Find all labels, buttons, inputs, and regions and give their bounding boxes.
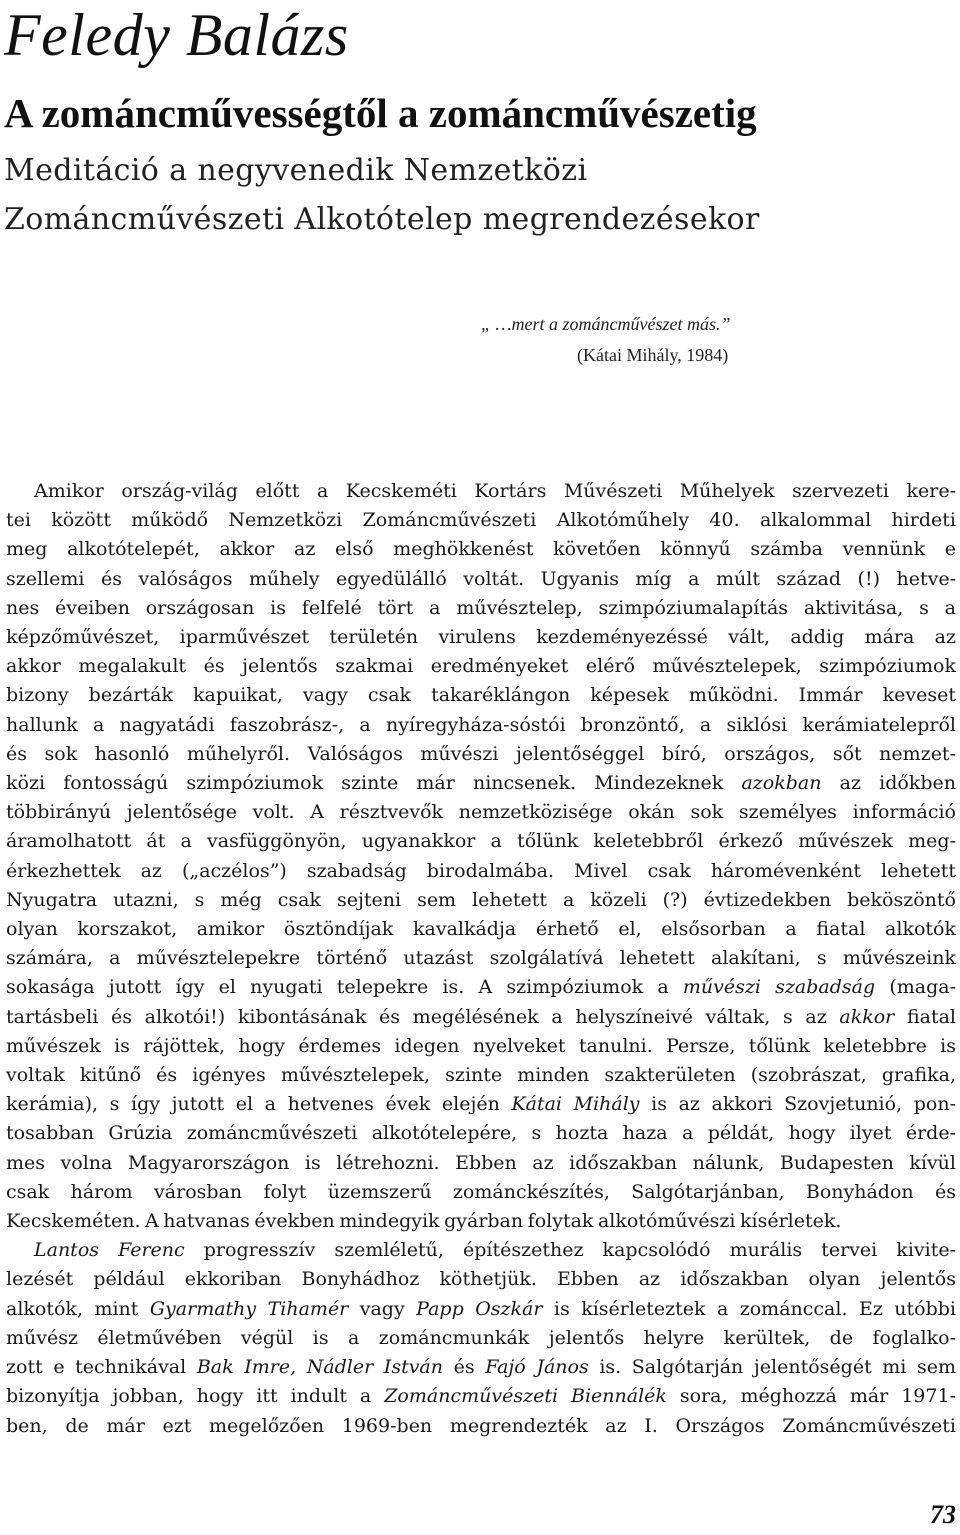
text-run: Nyugatra utazni, s még csak sejteni sem lehetett a közeli (?) évtizedekben beköszöntő bbox=[6, 888, 956, 911]
emphasized-text: Lantos Ferenc bbox=[34, 1239, 185, 1262]
text-run: is. Salgótarján jelentőségét mi sem bbox=[588, 1356, 956, 1379]
text-run: és bbox=[443, 1356, 486, 1379]
emphasized-text: azokban bbox=[741, 772, 822, 795]
text-line bbox=[6, 506, 956, 535]
text-line bbox=[6, 1295, 956, 1324]
text-run: ben, de már ezt megelőzően 1969-ben megrendezték az I. Országos Zománcművészeti bbox=[6, 1414, 956, 1437]
text-line bbox=[6, 1119, 956, 1148]
text-line bbox=[6, 565, 956, 594]
epigraph-quote: „ …mert a zománcművészet más.” bbox=[481, 314, 731, 334]
subtitle-line: Zománcművészeti Alkotótelep megrendezésekor bbox=[4, 202, 760, 237]
emphasized-text: Papp Oszkár bbox=[416, 1297, 543, 1320]
text-run: progresszív szemléletű, építészethez kapcsolódó murális tervei kivite- bbox=[184, 1239, 957, 1262]
article-subtitle bbox=[4, 146, 944, 244]
text-line bbox=[6, 1382, 956, 1411]
article-title: A zománcművességtől a zománcművészetig bbox=[4, 90, 757, 136]
text-line bbox=[6, 1003, 956, 1032]
text-run: meg alkotótelepét, akkor az első meghökkenést követően könnyű számba vennünk e bbox=[6, 538, 956, 561]
text-run: hallunk a nagyatádi faszobrász-, a nyíregyháza-sóstói bronzöntő, a siklósi kerámiatelepről bbox=[6, 713, 956, 736]
text-run: kerámia), s így jutott el a hetvenes évek elején bbox=[6, 1093, 512, 1116]
text-line bbox=[6, 681, 956, 710]
text-run: képzőművészet, iparművészet területén virulens kezdeményezéssé vált, addig mára az bbox=[6, 626, 956, 649]
body-paragraph bbox=[6, 477, 956, 1236]
text-run: művészek is rájöttek, hogy érdemes idegen nyelveket tanulni. Persze, tőlünk keletebbre is bbox=[6, 1034, 956, 1057]
author-name: Feledy Balázs bbox=[4, 2, 349, 68]
text-run: akkor megalakult és jelentős szakmai eredményeket elérő művésztelepek, szimpóziumok bbox=[6, 655, 956, 678]
text-run: Kecskeméten. A hatvanas években mindegyik gyárban folytak alkotóművészi kísérletek. bbox=[6, 1210, 842, 1233]
text-run: az időkben bbox=[821, 772, 956, 795]
text-run: mes volna Magyarországon is létrehozni. Ebben az időszakban nálunk, Budapesten kívül bbox=[6, 1151, 956, 1174]
text-line bbox=[6, 944, 956, 973]
text-run: sora, méghozzá már 1971- bbox=[666, 1385, 956, 1408]
text-run: sokasága jutott így el nyugati telepekre is. A szimpóziumok a bbox=[6, 976, 683, 999]
text-line bbox=[6, 1412, 956, 1441]
text-line bbox=[6, 652, 956, 681]
text-run: érkezhettek az („aczélos”) szabadság birodalmába. Mivel csak háromévenként lehetett bbox=[6, 859, 956, 882]
article-body bbox=[6, 477, 956, 1441]
text-run: bizonyítja jobban, hogy itt indult a bbox=[6, 1385, 385, 1408]
text-line bbox=[6, 1236, 956, 1265]
text-line bbox=[6, 915, 956, 944]
text-run: fiatal bbox=[894, 1005, 956, 1028]
text-run: és sok hasonló műhelyről. Valóságos művészi jelentőséggel bíró, országos, sőt nemzet- bbox=[6, 742, 956, 765]
text-line bbox=[6, 1061, 956, 1090]
text-run: vagy bbox=[348, 1297, 417, 1320]
emphasized-text: akkor bbox=[839, 1005, 895, 1028]
text-run: áramolhatott át a vasfüggönyön, ugyanakkor a tőlünk keletebbről érkező művészek meg- bbox=[6, 830, 956, 853]
text-line bbox=[6, 1207, 956, 1236]
text-line bbox=[6, 594, 956, 623]
text-run: alkotók, mint bbox=[6, 1297, 150, 1320]
text-run: számára, a művésztelepekre történő utazást szolgálatívá lehetett alakítani, s művészeink bbox=[6, 947, 956, 970]
text-line bbox=[6, 798, 956, 827]
text-run: tei között működő Nemzetközi Zománcművészeti Alkotóműhely 40. alkalommal hirdeti bbox=[6, 509, 956, 532]
page-number: 73 bbox=[930, 1500, 956, 1529]
body-paragraph bbox=[6, 1236, 956, 1440]
text-run: nes éveiben országosan is felfelé tört a művésztelep, szimpóziumalapítás aktivitása, s a bbox=[6, 596, 956, 619]
text-run: művész életművében végül is a zománcmunkák jelentős helyre kerültek, de foglalko- bbox=[6, 1326, 956, 1349]
emphasized-text: művészi szabadság bbox=[682, 976, 876, 999]
text-run: zott e technikával bbox=[6, 1356, 197, 1379]
text-line bbox=[6, 711, 956, 740]
text-run: csak három városban folyt üzemszerű zománckészítés, Salgótarjánban, Bonyhádon és bbox=[6, 1180, 956, 1203]
text-line bbox=[6, 769, 956, 798]
text-line bbox=[6, 1149, 956, 1178]
emphasized-text: Fajó János bbox=[485, 1356, 589, 1379]
subtitle-line: Meditáció a negyvenedik Nemzetközi bbox=[4, 153, 588, 188]
text-run: közi fontosságú szimpóziumok szinte már nincsenek. Mindezeknek bbox=[6, 772, 742, 795]
text-run: olyan korszakot, amikor ösztöndíjak kavalkádja érhető el, elsősorban a fiatal alkotók bbox=[6, 918, 956, 941]
text-line bbox=[6, 1032, 956, 1061]
text-run: is az akkori Szovjetunió, pon- bbox=[639, 1093, 956, 1116]
text-line bbox=[6, 886, 956, 915]
text-line bbox=[6, 1353, 956, 1382]
text-run: tosabban Grúzia zománcművészeti alkotótelepére, s hozta haza a példát, hogy ilyet érde- bbox=[6, 1122, 956, 1145]
text-run: bizony bezárták kapuikat, vagy csak takaréklángon képesek működni. Immár keveset bbox=[6, 684, 956, 707]
emphasized-text: Gyarmathy Tihamér bbox=[149, 1297, 349, 1320]
text-line bbox=[6, 623, 956, 652]
text-line bbox=[6, 1178, 956, 1207]
text-run: lezését például ekkoriban Bonyhádhoz köthetjük. Ebben az időszakban olyan jelentős bbox=[6, 1268, 956, 1291]
text-run: többirányú jelentősége volt. A résztvevők nemzetközisége okán sok személyes információ bbox=[6, 801, 956, 824]
text-line bbox=[6, 740, 956, 769]
text-line bbox=[6, 477, 956, 506]
text-run: is kísérleteztek a zománccal. Ez utóbbi bbox=[542, 1297, 957, 1320]
text-run: (maga- bbox=[875, 976, 956, 999]
text-line bbox=[6, 1265, 956, 1294]
emphasized-text: Bak Imre, Nádler István bbox=[196, 1356, 443, 1379]
text-line bbox=[6, 973, 956, 1002]
text-run: voltak kitűnő és igényes művésztelepek, szinte minden szakterületen (szobrászat, grafika, bbox=[6, 1064, 956, 1087]
emphasized-text: Kátai Mihály bbox=[511, 1093, 640, 1116]
emphasized-text: Zománcművészeti Biennálék bbox=[384, 1385, 667, 1408]
text-run: szellemi és valóságos műhely egyedülálló voltát. Ugyanis míg a múlt század (!) hetve- bbox=[6, 567, 956, 590]
text-line bbox=[6, 1090, 956, 1119]
text-line bbox=[6, 827, 956, 856]
text-run: Amikor ország-világ előtt a Kecskeméti Kortárs Művészeti Műhelyek szervezeti kere- bbox=[34, 480, 956, 502]
text-line bbox=[6, 857, 956, 886]
text-line bbox=[6, 535, 956, 564]
text-run: tartásbeli és alkotói!) kibontásának és megélésének a helyszíneivé váltak, s az bbox=[6, 1005, 840, 1028]
epigraph-source: (Kátai Mihály, 1984) bbox=[577, 345, 729, 365]
text-line bbox=[6, 1324, 956, 1353]
